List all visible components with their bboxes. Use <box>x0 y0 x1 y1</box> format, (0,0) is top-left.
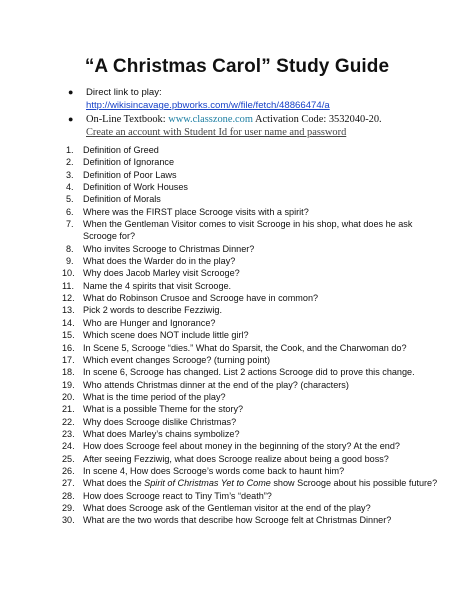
question-text: In Scene 5, Scrooge “dies.” What do Sparsit, the Cook, and the Charwoman do? <box>83 342 407 353</box>
list-item <box>62 379 428 391</box>
question-text: Who attends Christmas dinner at the end of the play? (characters) <box>83 379 349 390</box>
list-item <box>68 193 428 205</box>
page-title: “A Christmas Carol” Study Guide <box>84 56 390 77</box>
list-item <box>68 218 428 243</box>
direct-link-item <box>66 86 406 112</box>
question-number: 20. <box>62 391 75 402</box>
question-number: 26. <box>62 465 75 476</box>
list-item <box>68 144 428 156</box>
question-number: 27. <box>62 478 75 489</box>
question-number: 13. <box>62 305 75 316</box>
list-item <box>62 453 428 465</box>
resource-list <box>66 86 406 140</box>
question-text: Which event changes Scrooge? (turning point) <box>83 354 271 365</box>
list-item <box>68 206 428 218</box>
question-text: What do Robinson Crusoe and Scrooge have in common? <box>83 293 319 304</box>
list-item <box>62 329 428 341</box>
list-item <box>62 304 428 316</box>
list-item <box>62 440 428 452</box>
question-text: How does Scrooge feel about money in the beginning of the story? At the end? <box>83 441 400 452</box>
question-number: 5. <box>66 194 74 205</box>
question-text: Definition of Work Houses <box>83 182 188 193</box>
question-text: Where was the FIRST place Scrooge visits with a spirit? <box>83 206 309 217</box>
list-item <box>62 428 428 440</box>
list-item <box>62 391 428 403</box>
list-item <box>68 243 428 255</box>
question-number: 16. <box>62 342 75 353</box>
question-text: Definition of Ignorance <box>83 157 174 168</box>
list-item <box>62 354 428 366</box>
question-number: 29. <box>62 502 75 513</box>
list-item <box>62 465 428 477</box>
question-text: What does Scrooge ask of the Gentleman visitor at the end of the play? <box>83 502 371 513</box>
question-number: 3. <box>66 169 74 180</box>
online-textbook-item <box>66 113 406 139</box>
question-text: Definition of Morals <box>83 194 161 205</box>
list-item <box>62 267 428 279</box>
question-text: Name the 4 spirits that visit Scrooge. <box>83 280 232 291</box>
list-item <box>62 403 428 415</box>
question-text: What is the time period of the play? <box>83 391 226 402</box>
list-item <box>62 514 428 526</box>
question-list <box>62 144 438 527</box>
question-number: 22. <box>62 416 75 427</box>
question-number: 25. <box>62 453 75 464</box>
question-text: Why does Scrooge dislike Christmas? <box>83 416 237 427</box>
question-text: Definition of Poor Laws <box>83 169 177 180</box>
question-text: What does the Warder do in the play? <box>83 256 236 267</box>
question-number: 28. <box>62 490 75 501</box>
direct-link-label: Direct link to play: <box>86 87 162 98</box>
question-text: How does Scrooge react to Tiny Tim’s “death”? <box>83 490 272 501</box>
question-text: Who invites Scrooge to Christmas Dinner? <box>83 243 255 254</box>
list-item <box>62 490 428 502</box>
question-text: Who are Hunger and Ignorance? <box>83 317 216 328</box>
question-number: 11. <box>62 280 74 291</box>
question-text: In scene 6, Scrooge has changed. List 2 actions Scrooge did to prove this change. <box>83 367 415 378</box>
question-number: 30. <box>62 515 75 526</box>
list-item <box>68 156 428 168</box>
list-item <box>62 416 428 428</box>
list-item <box>62 280 428 292</box>
question-text: Pick 2 words to describe Fezziwig. <box>83 305 222 316</box>
question-emphasis: Spirit of Christmas Yet to Come <box>144 478 271 489</box>
question-text: What is a possible Theme for the story? <box>83 404 244 415</box>
list-item <box>62 366 428 378</box>
question-text: Definition of Greed <box>83 145 159 155</box>
bullet-icon: ● <box>68 114 74 124</box>
list-item <box>62 342 428 354</box>
question-number: 15. <box>62 330 75 341</box>
question-number: 8. <box>66 243 74 254</box>
list-item <box>62 292 428 304</box>
question-text: What does Marley’s chains symbolize? <box>83 428 240 439</box>
question-number: 18. <box>62 367 75 378</box>
question-text: Which scene does NOT include little girl? <box>83 330 249 341</box>
list-item <box>62 477 438 489</box>
list-item <box>68 255 428 267</box>
question-number: 24. <box>62 441 75 452</box>
question-text: What does the <box>83 478 145 489</box>
question-number: 19. <box>62 379 75 390</box>
classzone-link[interactable]: www.classzone.com <box>168 114 253 125</box>
question-number: 9. <box>66 256 74 267</box>
list-item <box>68 181 428 193</box>
question-text: After seeing Fezziwig, what does Scrooge realize about being a good boss? <box>83 453 389 464</box>
list-item <box>62 502 428 514</box>
question-number: 12. <box>62 293 75 304</box>
list-item <box>68 169 428 181</box>
question-text: When the Gentleman Visitor comes to visit Scrooge in his shop, what does he ask Scrooge for? <box>83 219 413 242</box>
online-textbook-label: On-Line Textbook: <box>86 114 169 125</box>
question-number: 23. <box>62 428 75 439</box>
question-text: What are the two words that describe how Scrooge felt at Christmas Dinner? <box>83 515 392 526</box>
question-number: 1. <box>66 145 74 155</box>
direct-link[interactable]: http://wikisincavage.pbworks.com/w/file/fetch/48866474/a <box>86 100 330 111</box>
question-number: 4. <box>66 182 74 193</box>
question-number: 2. <box>66 157 74 168</box>
question-text: In scene 4, How does Scrooge’s words come back to haunt him? <box>83 465 345 476</box>
bullet-icon: ● <box>68 87 74 97</box>
question-number: 7. <box>66 219 74 230</box>
question-number: 21. <box>62 404 75 415</box>
create-account-text: Create an account with Student Id for user name and password <box>86 127 347 138</box>
question-text: Why does Jacob Marley visit Scrooge? <box>83 268 240 279</box>
question-number: 14. <box>62 317 75 328</box>
question-number: 6. <box>66 206 74 217</box>
question-number: 10. <box>62 268 75 279</box>
list-item <box>62 317 428 329</box>
question-text: show Scrooge about his possible future? <box>270 478 438 489</box>
question-number: 17. <box>62 354 75 365</box>
activation-code: Activation Code: 3532040-20. <box>252 114 382 125</box>
